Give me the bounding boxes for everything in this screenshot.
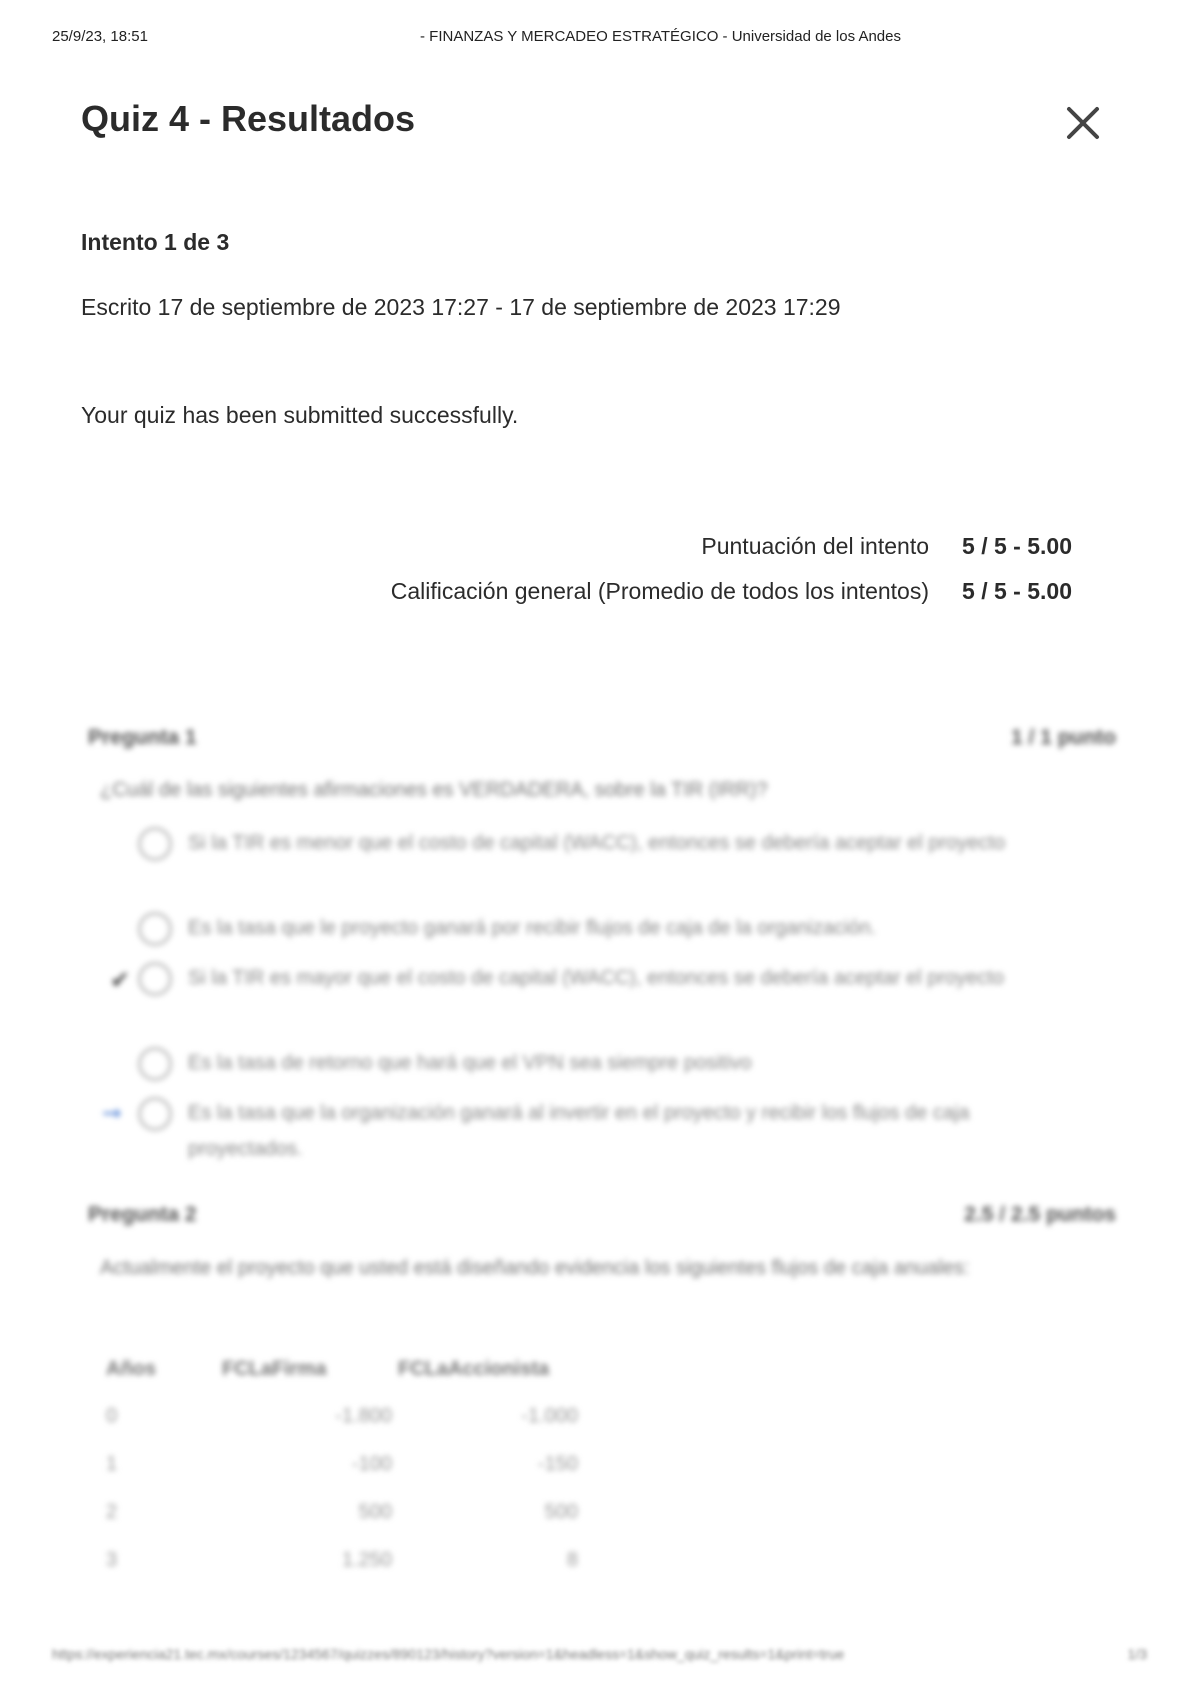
radio-button[interactable] [138,912,172,946]
table-row [106,1449,584,1497]
answer-text: Si la TIR es menor que el costo de capital (WACC), entonces se debería aceptar el proyecto [188,832,1006,854]
question-points: 1 / 1 punto [1011,726,1116,749]
answer-text: Es la tasa que la organización ganará al invertir en el proyecto y recibir los flujos de caja proyectados. [188,1102,970,1160]
attempt-number: Intento 1 de 3 [81,229,230,255]
attempt-time-range: Escrito 17 de septiembre de 2023 17:27 - 17 de septiembre de 2023 17:29 [81,294,841,320]
table-cell: 1.250 [341,1548,392,1571]
answer-text: Si la TIR es mayor que el costo de capital (WACC), entonces se debería aceptar el proyecto [188,967,1004,989]
question-text: Actualmente el proyecto que usted está diseñando evidencia los siguientes flujos de caja anuales: [100,1257,970,1279]
arrow-right-icon: ➞ [102,1100,123,1127]
attempt-score-label: Puntuación del intento [701,533,929,559]
table-cell: 1 [106,1452,118,1475]
table-cell: 8 [566,1548,578,1571]
radio-button[interactable] [138,827,172,861]
overall-grade-row [391,578,1072,623]
question-title: Pregunta 1 [88,726,197,749]
overall-grade-label: Calificación general (Promedio de todos los intentos) [390,578,929,604]
table-row [106,1497,584,1545]
attempt-score-row [391,533,1072,578]
print-url[interactable]: https://experiencia21.tec.mx/courses/1234567/quizzes/890123/history?version=1&headless=1&show_quiz_results=1&print=true [52,1646,845,1662]
submitted-message: Your quiz has been submitted successfully. [81,402,519,428]
table-row [106,1401,584,1449]
close-icon [1064,104,1102,142]
table-cell: 500 [544,1500,578,1523]
column-header: Años [106,1357,156,1380]
answer-text: Es la tasa que le proyecto ganará por recibir flujos de caja de la organización. [188,917,877,939]
radio-button[interactable] [138,1097,172,1131]
attempt-score-value: 5 / 5 - 5.00 [962,533,1072,559]
question-points: 2.5 / 2.5 puntos [964,1203,1116,1226]
column-header: FCLaAccionista [398,1357,550,1380]
table-row [106,1545,584,1593]
score-summary [391,533,1072,623]
close-button[interactable] [1064,104,1102,142]
table-cell: -1.000 [521,1404,578,1427]
overall-grade-value: 5 / 5 - 5.00 [962,578,1072,604]
question-title: Pregunta 2 [88,1203,197,1226]
table-cell: -100 [351,1452,392,1475]
radio-button[interactable] [138,962,172,996]
print-footer [52,1646,1147,1664]
column-header: FCLaFirma [222,1357,327,1380]
table-cell: -150 [537,1452,578,1475]
table-cell: 500 [358,1500,392,1523]
table-header-row [106,1355,584,1401]
quiz-title: Quiz 4 - Resultados [81,98,416,139]
print-datetime: 25/9/23, 18:51 [52,28,148,45]
print-page-title: - FINANZAS Y MERCADEO ESTRATÉGICO - Universidad de los Andes [420,28,901,45]
table-cell: -1.800 [335,1404,392,1427]
print-header [52,28,1137,50]
table-cell: 0 [106,1404,118,1427]
question-header [88,1203,1116,1231]
checkmark-icon: ✔ [110,967,131,994]
question-header [88,726,1116,754]
question-text: ¿Cuál de las siguientes afirmaciones es VERDADERA, sobre la TIR (IRR)? [100,779,768,801]
table-cell: 2 [106,1500,118,1523]
table-cell: 3 [106,1548,118,1571]
cash-flow-table [106,1355,584,1593]
answer-text: Es la tasa de retorno que hará que el VPN sea siempre positivo [188,1052,752,1074]
radio-button[interactable] [138,1047,172,1081]
print-page-number: 1/3 [1127,1646,1147,1662]
